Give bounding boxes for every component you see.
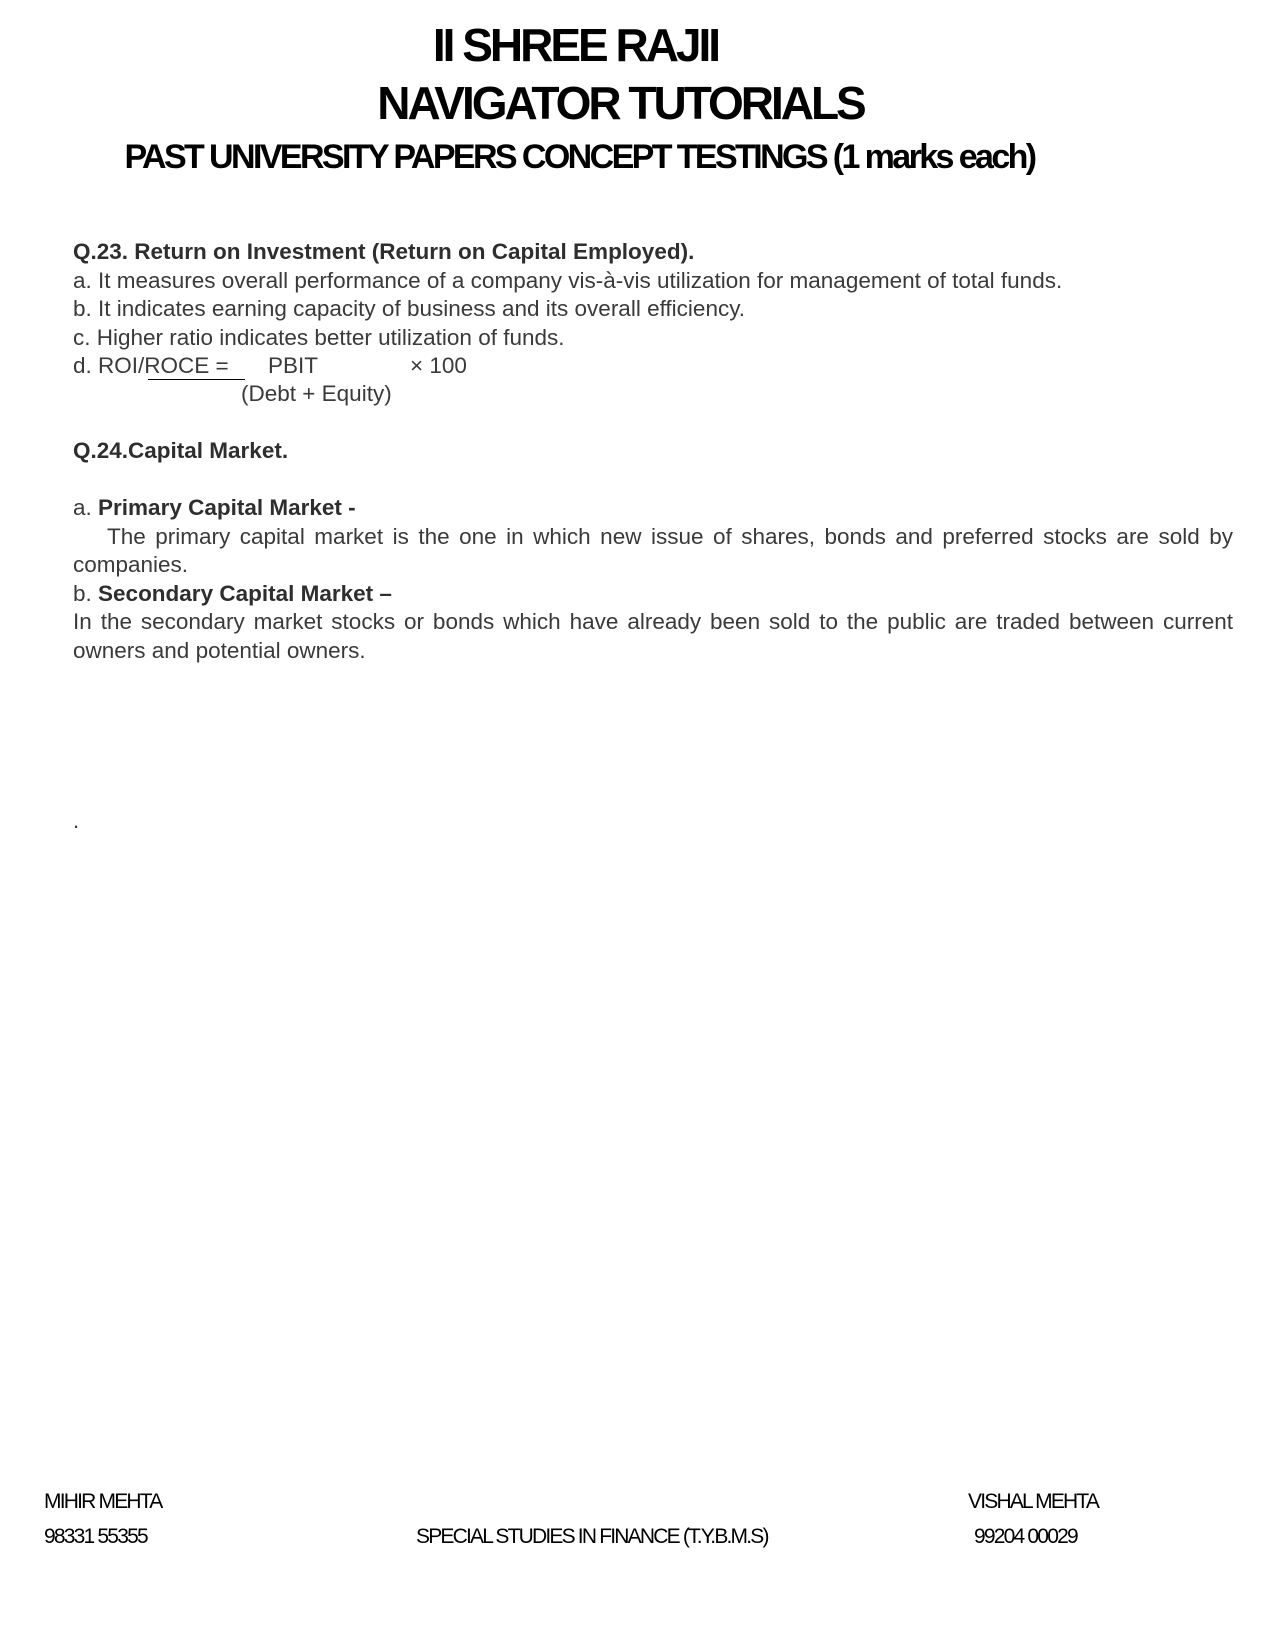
footer-right-name: VISHAL MEHTA	[968, 1490, 1099, 1513]
roi-formula	[73, 352, 1233, 410]
secondary-label: Secondary Capital Market –	[98, 580, 392, 606]
footer-center-subject: SPECIAL STUDIES IN FINANCE (T.Y.B.M.S)	[416, 1525, 768, 1548]
formula-lhs-ratio: ROCE =	[144, 353, 229, 378]
header-title-line1: II SHREE RAJII	[432, 19, 719, 71]
question-23-point-b: b. It indicates earning capacity of business and its overall efficiency.	[73, 296, 746, 321]
formula-lhs-prefix: d. ROI/	[73, 353, 145, 378]
primary-market-text: The primary capital market is the one in which new issue of shares, bonds and preferred stocks are sold by companies.	[73, 523, 1233, 577]
question-23-point-a: a. It measures overall performance of a company vis-à-vis utilization for management of total funds.	[73, 267, 1063, 293]
formula-fraction-bar	[148, 379, 245, 380]
secondary-market-heading	[73, 580, 1233, 609]
question-23-title: Q.23. Return on Investment (Return on Capital Employed).	[73, 239, 695, 264]
formula-numerator: PBIT	[268, 353, 319, 378]
question-24-body	[73, 494, 1233, 665]
question-23-point-c: c. Higher ratio indicates better utilization of funds.	[73, 324, 565, 350]
primary-market-heading	[73, 494, 1233, 523]
formula-multiplier: × 100	[410, 353, 467, 378]
footer-left-phone: 98331 55355	[44, 1525, 147, 1548]
primary-label: Primary Capital Market -	[98, 495, 356, 520]
question-23	[73, 238, 1233, 410]
secondary-market-text: In the secondary market stocks or bonds which have already been sold to the public are traded between current owners and potential owners.	[73, 609, 1233, 663]
formula-denominator: (Debt + Equity)	[241, 381, 392, 406]
formula-lhs	[73, 352, 229, 381]
primary-prefix: a.	[73, 495, 99, 520]
secondary-prefix: b.	[73, 580, 99, 606]
stray-dot: .	[73, 808, 80, 833]
header-subtitle: PAST UNIVERSITY PAPERS CONCEPT TESTINGS (1 marks each)	[124, 138, 1035, 176]
footer-right-phone: 99204 00029	[974, 1525, 1077, 1548]
question-24-heading: Q.24.Capital Market.	[73, 438, 289, 463]
question-24-title	[73, 437, 1233, 466]
header-title-line2: NAVIGATOR TUTORIALS	[377, 77, 864, 129]
footer-left-name: MIHIR MEHTA	[44, 1490, 162, 1513]
